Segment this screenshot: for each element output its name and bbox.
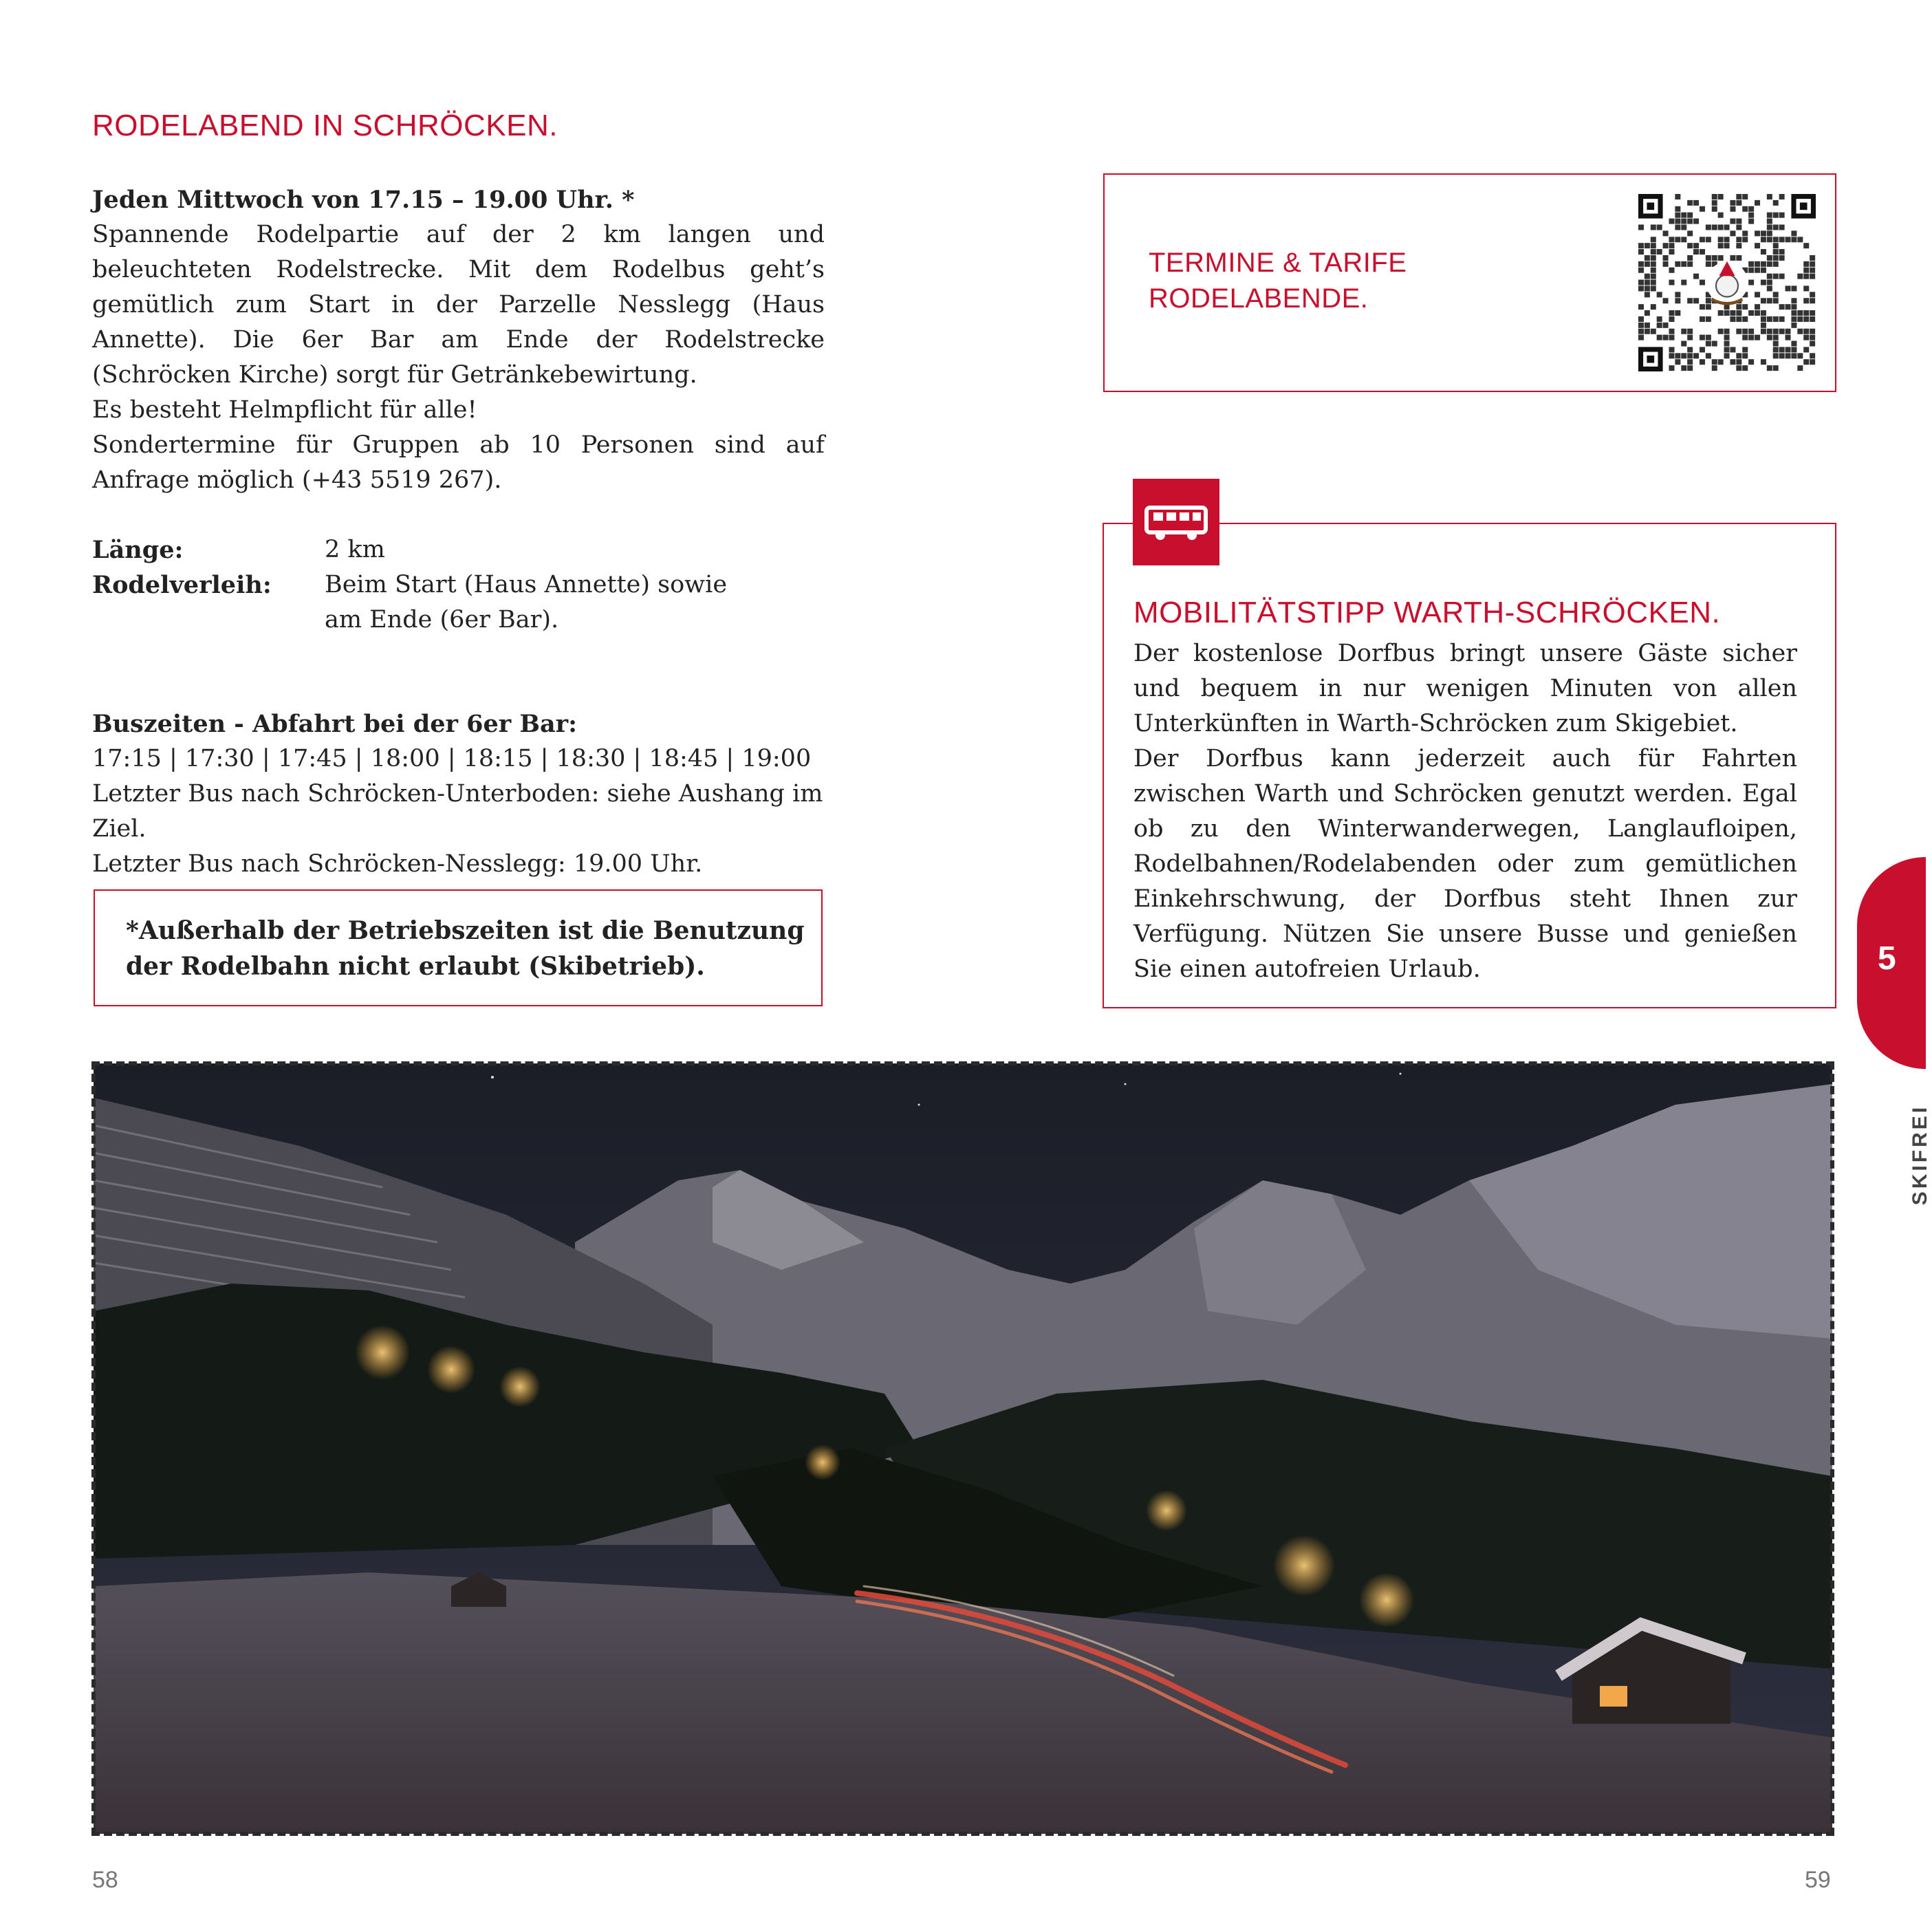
page-title: RODELABEND IN SCHRÖCKEN. [92, 109, 558, 142]
spec-value: 2 km [325, 536, 385, 563]
termine-line: TERMINE & TARIFE [1149, 248, 1407, 278]
rental-value-line: Beim Start (Haus Annette) sowie [325, 571, 728, 598]
mobility-paragraph: Der kostenlose Dorfbus bringt unsere Gäste sicher und bequem in nur wenigen Minuten von allen Unterkünften in Warth-Schröcken zum Skigebiet. [1133, 640, 1797, 737]
rental-value-line: am Ende (6er Bar). [325, 606, 559, 634]
notice-box [94, 889, 823, 1006]
spec-label: Länge: [92, 536, 184, 564]
spec-value [325, 567, 806, 638]
spec-label: Rodelverleih: [92, 571, 272, 599]
termine-box[interactable] [1103, 173, 1836, 392]
night-valley-photo [94, 1063, 1832, 1834]
bus-times-section [92, 706, 825, 882]
page-number-right: 59 [1805, 1867, 1831, 1893]
last-bus-nesslegg: Letzter Bus nach Schröcken-Nesslegg: 19.00 Uhr. [92, 850, 703, 878]
groups-note: Sondertermine für Gruppen ab 10 Personen sind auf Anfrage möglich (+43 5519 267). [92, 431, 825, 494]
helmet-note: Es besteht Helmpflicht für alle! [92, 396, 477, 424]
intro-section [92, 182, 825, 498]
spec-row-rental [92, 567, 825, 638]
last-bus-unterboden: Letzter Bus nach Schröcken-Unterboden: siehe Aushang im Ziel. [92, 780, 823, 843]
mobility-text [1133, 636, 1797, 987]
chapter-number: 5 [1878, 940, 1896, 977]
bus-times-list: 17:15 | 17:30 | 17:45 | 18:00 | 18:15 | 18:30 | 18:45 | 19:00 [92, 745, 812, 772]
notice-text: *Außerhalb der Betriebszeiten ist die Benutzung der Rodelbahn nicht erlaubt (Skibetrieb). [126, 916, 805, 981]
bus-icon [1133, 479, 1219, 565]
intro-heading: Jeden Mittwoch von 17.15 – 19.00 Uhr. * [92, 186, 635, 214]
mobility-paragraph: Der Dorfbus kann jederzeit auch für Fahrten zwischen Warth und Schröcken genutzt werden. Egal ob zu den Winterwanderwegen, Langlaufloipen, Rodelbahnen/Rodelabenden oder zum gemütlichen Einkehrschwung, der Dorfbus steht Ihnen zur Verfügung. Nützen Sie unsere Busse und genießen Sie einen autofreien Urlaub. [1133, 745, 1797, 983]
mobility-title: MOBILITÄTSTIPP WARTH-SCHRÖCKEN. [1133, 596, 1721, 629]
intro-paragraph: Spannende Rodelpartie auf der 2 km langen und beleuchteten Rodelstrecke. Mit dem Rodelbus geht’s gemütlich zum Start in der Parzelle Nesslegg (Haus Annette). Die 6er Bar am Ende der Rodelstrecke (Schröcken Kirche) sorgt für Getränkebewirtung. [92, 221, 825, 389]
specs-table [92, 532, 825, 638]
spec-row-length [92, 532, 825, 567]
bus-times-heading: Buszeiten - Abfahrt bei der 6er Bar: [92, 710, 578, 738]
termine-title [1149, 245, 1407, 316]
chapter-label: SKIFREI [1909, 1104, 1931, 1206]
termine-line: RODELABENDE. [1149, 283, 1369, 314]
qr-code-icon[interactable] [1638, 194, 1816, 371]
page-number-left: 58 [92, 1867, 118, 1893]
